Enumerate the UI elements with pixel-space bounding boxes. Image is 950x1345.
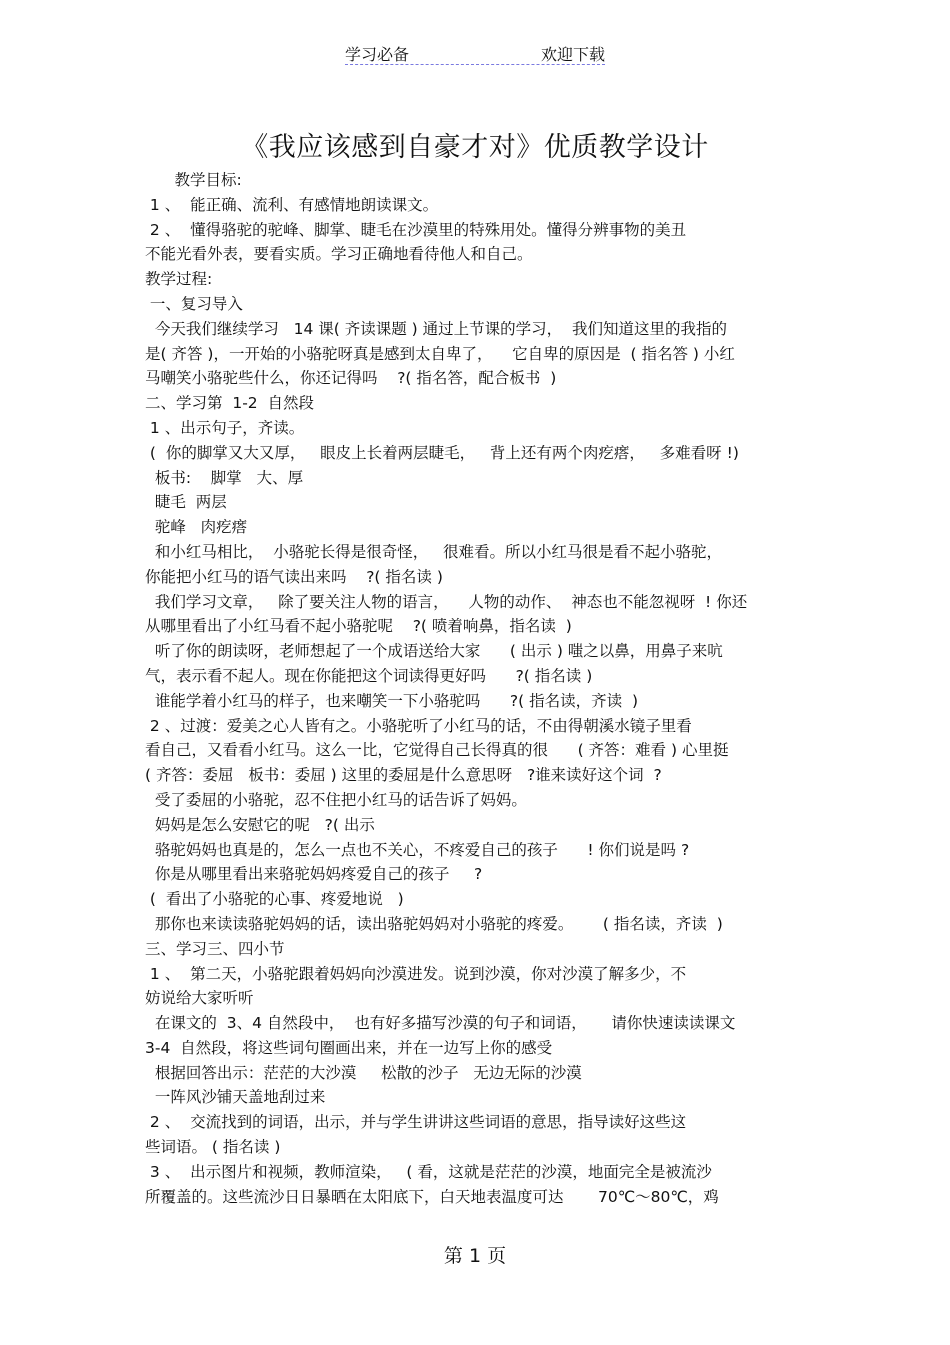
text-line: 2 、 交流找到的词语，出示，并与学生讲讲这些词语的意思，指导读好这些这 [145, 1113, 687, 1132]
text-line: 1 、出示句子，齐读。 [145, 418, 305, 437]
text-line: 气，表示看不起人。现在你能把这个词读得更好吗 ?( 指名读 ) [145, 666, 593, 685]
text-line: 3-4 自然段，将这些词句圈画出来，并在一边写上你的感受 [145, 1038, 553, 1057]
text-line: 不能光看外表，要看实质。学习正确地看待他人和自己。 [145, 245, 533, 264]
text-line: 骆驼妈妈也真是的，怎么一点也不关心，不疼爱自己的孩子 ! 你们说是吗 ? [145, 840, 690, 859]
text-line: 些词语。 ( 指名读 ) [145, 1138, 281, 1157]
document-title: 《我应该感到自豪才对》优质教学设计 [241, 132, 709, 163]
text-line: 睫毛 两层 [145, 493, 227, 512]
text-line: 板书: 脚掌 大、厚 [145, 468, 304, 487]
text-line: 在课文的 3、4 自然段中， 也有好多描写沙漠的句子和词语， 请你快速读读课文 [145, 1014, 736, 1033]
text-line: 驼峰 肉疙瘩 [145, 518, 248, 537]
text-line: 2 、过渡：爱美之心人皆有之。小骆驼听了小红马的话，不由得朝溪水镜子里看 [145, 716, 692, 735]
text-line: 和小红马相比， 小骆驼长得是很奇怪， 很难看。所以小红马很是看不起小骆驼， [145, 542, 722, 561]
text-line: 是( 齐答 )，一开始的小骆驼呀真是感到太自卑了， 它自卑的原因是 ( 指名答 ) 小红 [145, 344, 735, 363]
text-line: 1 、 第二天，小骆驼跟着妈妈向沙漠进发。说到沙漠，你对沙漠了解多少，不 [145, 964, 687, 983]
text-line: ( 齐答：委屈 板书：委屈 ) 这里的委屈是什么意思呀 ?谁来读好这个词 ? [145, 766, 662, 785]
text-line: 一、复习导入 [145, 294, 243, 313]
text-line: 所覆盖的。这些流沙日日暴晒在太阳底下，白天地表温度可达 70℃～80℃，鸡 [145, 1187, 719, 1206]
text-line: ( 你的脚掌又大又厚， 眼皮上长着两层睫毛， 背上还有两个肉疙瘩， 多难看呀 !) [145, 443, 739, 462]
header-right-text: 欢迎下载 [540, 45, 605, 64]
text-line: 马嘲笑小骆驼些什么，你还记得吗 ?( 指名答，配合板书 ) [145, 369, 557, 388]
text-line: 听了你的朗读呀，老师想起了一个成语送给大家 ( 出示 ) 嗤之以鼻，用鼻子来吭 [145, 642, 723, 661]
text-line: 教学目标: [145, 171, 242, 189]
text-line: ( 看出了小骆驼的心事、疼爱地说 ) [145, 890, 404, 909]
text-line: 受了委屈的小骆驼，忍不住把小红马的话告诉了妈妈。 [145, 790, 527, 809]
text-line: 二、学习第 1-2 自然段 [145, 394, 315, 413]
text-line: 根据回答出示：茫茫的大沙漠 松散的沙子 无边无际的沙漠 [145, 1063, 582, 1082]
text-line: 3 、 出示图片和视频，教师渲染， ( 看，这就是茫茫的沙漠，地面完全是被流沙 [145, 1162, 712, 1181]
text-line: 三、学习三、四小节 [145, 939, 285, 958]
text-line: 你是从哪里看出来骆驼妈妈疼爱自己的孩子 ? [145, 865, 483, 884]
text-line: 一阵风沙铺天盖地刮过来 [145, 1088, 326, 1107]
page-number: 第 1 页 [443, 1245, 507, 1267]
text-line: 1 、 能正确、流利、有感情地朗读课文。 [145, 195, 439, 214]
text-line: 那你也来读读骆驼妈妈的话，读出骆驼妈妈对小骆驼的疼爱。 ( 指名读，齐读 ) [145, 914, 723, 933]
text-line: 妨说给大家听听 [145, 989, 254, 1008]
document-body [145, 168, 810, 1209]
text-line: 你能把小红马的语气读出来吗 ?( 指名读 ) [145, 567, 443, 586]
header-left-text: 学习必备 [345, 45, 410, 64]
text-line: 今天我们继续学习 14 课( 齐读课题 ) 通过上节课的学习， 我们知道这里的我指的 [145, 319, 728, 338]
page-header [345, 40, 605, 65]
text-line: 看自己，又看看小红马。这么一比，它觉得自己长得真的很 ( 齐答：难看 ) 心里挺 [145, 741, 729, 760]
text-line: 从哪里看出了小红马看不起小骆驼呢 ?( 喷着响鼻，指名读 ) [145, 617, 572, 636]
text-line: 妈妈是怎么安慰它的呢 ?( 出示 [145, 815, 375, 834]
text-line: 教学过程: [145, 270, 213, 289]
text-line: 我们学习文章， 除了要关注人物的语言， 人物的动作、 神态也不能忽视呀 ! 你还 [145, 592, 748, 611]
text-line: 2 、 懂得骆驼的驼峰、脚掌、睫毛在沙漠里的特殊用处。懂得分辨事物的美丑 [145, 220, 687, 239]
text-line: 谁能学着小红马的样子，也来嘲笑一下小骆驼吗 ?( 指名读，齐读 ) [145, 691, 639, 710]
